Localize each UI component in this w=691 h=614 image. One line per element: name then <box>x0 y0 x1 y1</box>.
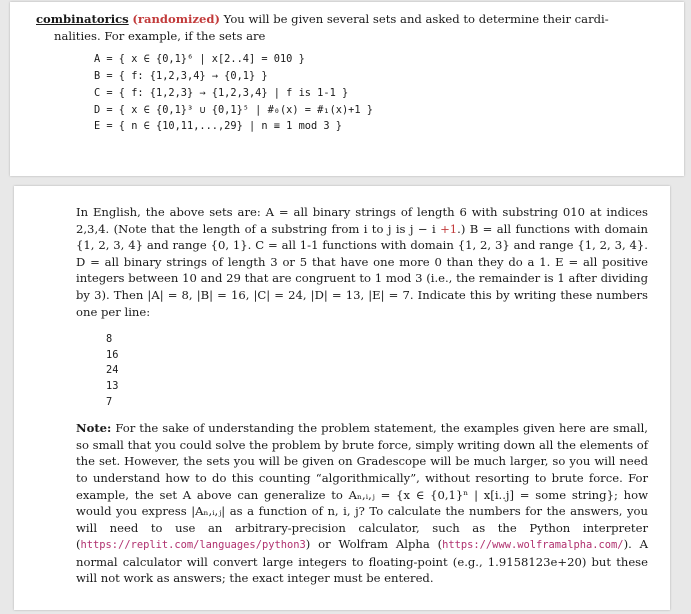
set-c-definition: C = { f: {1,2,3} → {1,2,3,4} | f is 1-1 } <box>94 86 349 99</box>
set-b-definition: B = { f: {1,2,3,4} → {0,1} } <box>94 69 268 82</box>
problem-header-card <box>10 2 684 176</box>
answer-d: 13 <box>106 379 119 392</box>
note-text-1: For the sake of understanding the problem statement, the examples given here are small, so small that you could solve the problem by brute force, simply writing down all the elements of the set. However, the sets you will be given on Gradescope will be much larger, so you will need to understand how to do this counting “algorithmically”, without resorting to brute force. For example, the set A above can generalize to Aₙ,ᵢ,ⱼ = {x ∈ {0,1}ⁿ | x[i..j] = some string}; how would you express |Aₙ,ᵢ,ⱼ| as a function of n, i, j? To calculate the numbers for the answers, you will need to use an arbitrary-precision calculator, such as the Python interpreter ( <box>76 421 648 552</box>
answer-b: 16 <box>106 348 119 361</box>
intro-text-2: nalities. For example, if the sets are <box>54 28 266 43</box>
python-link[interactable]: https://replit.com/languages/python3 <box>80 539 306 552</box>
note-label: Note: <box>76 421 112 436</box>
note-text-2: ) or Wolfram Alpha ( <box>305 537 443 552</box>
wolfram-link[interactable]: https://www.wolframalpha.com/ <box>442 539 624 552</box>
intro-text-1: You will be given several sets and asked to determine their cardi- <box>220 12 609 26</box>
english-text-2: .) B = all functions with domain {1, 2, 3, 4} and range {0, 1}. C = all 1-1 functions with domain {1, 2, 3} and range {1, 2, 3, 4}. D = all binary strings of length 3 or 5 that have one more 0 than they do a 1. E = all positive integers between 10 and 29 that are congruent to 1 mod 3 (i.e., the remainder is 1 after dividing by 3). Then |A| = 8, |B| = 16, |C| = 24, |D| = 13, |E| = 7. Indicate this by writing these numbers one per line: <box>76 221 648 319</box>
set-e-definition: E = { n ∈ {10,11,...,29} | n ≡ 1 mod 3 } <box>94 120 342 133</box>
topic-title: combinatorics <box>36 12 129 26</box>
plus-one-highlight: +1 <box>440 221 458 236</box>
problem-body-card <box>14 186 670 610</box>
english-explanation <box>76 204 648 320</box>
note-paragraph <box>76 420 648 587</box>
answer-c: 24 <box>106 364 119 377</box>
set-d-definition: D = { x ∈ {0,1}³ ∪ {0,1}⁵ | #₀(x) = #₁(x)+1 } <box>94 103 373 116</box>
randomized-tag: (randomized) <box>132 12 220 26</box>
answer-list <box>106 332 648 410</box>
set-definitions <box>94 51 662 135</box>
answer-a: 8 <box>106 333 113 346</box>
note-text-3: ). A normal calculator will convert large integers to floating-point (e.g., 1.9158123e+20) but these will not work as answers; the exact integer must be entered. <box>76 537 648 586</box>
english-text-1: In English, the above sets are: A = all binary strings of length 6 with substring 010 at indices 2,3,4. (Note that the length of a substring from i to j is j − i <box>76 205 648 236</box>
problem-intro <box>36 11 662 44</box>
set-a-definition: A = { x ∈ {0,1}⁶ | x[2..4] = 010 } <box>94 53 305 66</box>
answer-e: 7 <box>106 395 113 408</box>
